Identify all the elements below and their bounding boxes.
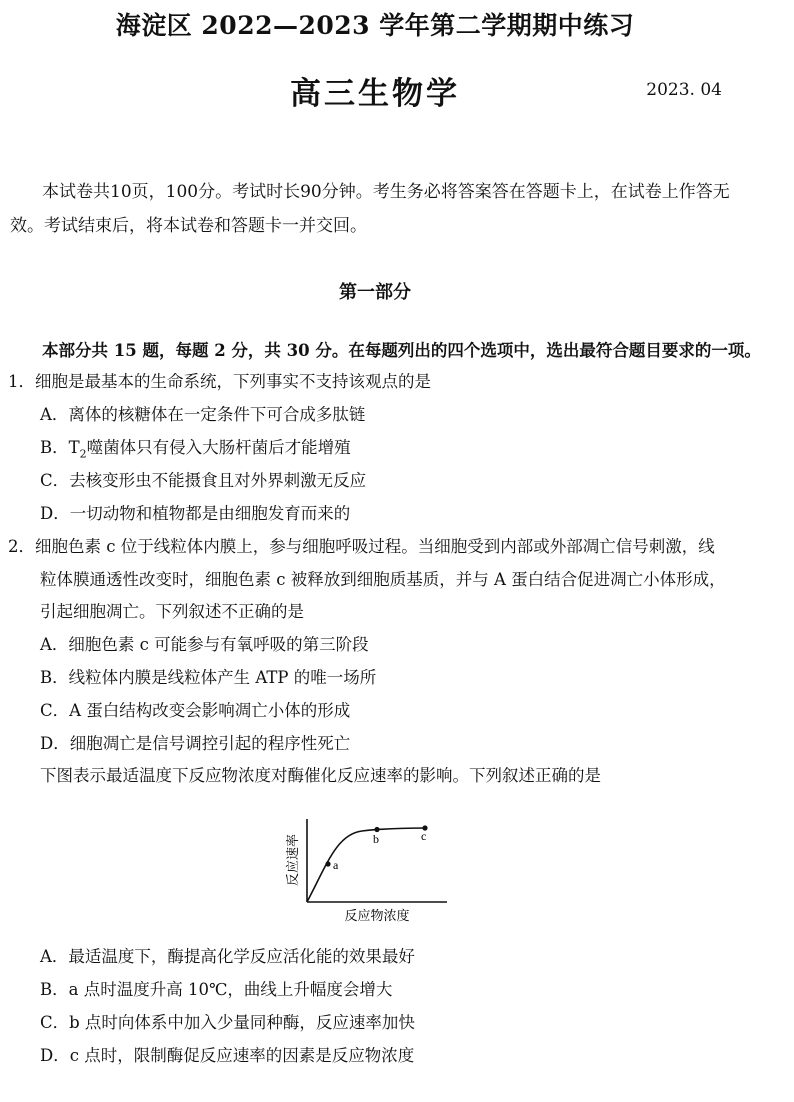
question-1-option-c: C．去核变形虫不能摄食且对外界刺激无反应	[40, 471, 367, 490]
question-2-stem-line-2: 粒体膜通透性改变时，细胞色素 c 被释放到细胞质基质，并与 A 蛋白结合促进凋亡小体形成，	[40, 570, 726, 589]
question-3-stem: 下图表示最适温度下反应物浓度对酶催化反应速率的影响。下列叙述正确的是	[40, 766, 601, 785]
question-2-option-a: A．细胞色素 c 可能参与有氧呼吸的第三阶段	[40, 635, 369, 654]
enzyme-rate-figure	[282, 814, 452, 924]
question-3-option-d: D．c 点时，限制酶促反应速率的因素是反应物浓度	[40, 1046, 415, 1065]
question-3-option-c: C．b 点时向体系中加入少量同种酶，反应速率加快	[40, 1013, 415, 1032]
question-1-option-d: D．一切动物和植物都是由细胞发育而来的	[40, 504, 351, 523]
question-1-stem: 1．细胞是最基本的生命系统，下列事实不支持该观点的是	[8, 372, 431, 391]
instructions-line-2: 效。考试结束后，将本试卷和答题卡一并交回。	[10, 216, 367, 236]
exam-date: 2023. 04	[646, 80, 722, 100]
point-a-marker	[325, 861, 330, 866]
question-3-option-a: A．最适温度下，酶提高化学反应活化能的效果最好	[40, 947, 415, 966]
question-2-stem-line-3: 引起细胞凋亡。下列叙述不正确的是	[40, 602, 304, 621]
point-c-label: c	[421, 829, 427, 843]
figure-x-label: 反应物浓度	[344, 909, 410, 924]
instructions-line-1: 本试卷共10页，100分。考试时长90分钟。考生务必将答案答在答题卡上，在试卷上作答无	[42, 182, 730, 202]
question-2-option-b: B．线粒体内膜是线粒体产生 ATP 的唯一场所	[40, 668, 377, 687]
point-b-label: b	[373, 832, 379, 846]
figure-y-label: 反应速率	[286, 833, 301, 887]
exam-subject-title: 高三生物学	[290, 76, 460, 112]
section-intro: 本部分共 15 题，每题 2 分，共 30 分。在每题列出的四个选项中，选出最符合题目要求的一项。	[42, 341, 761, 360]
question-1-option-b: B．$T_2$噬菌体只有侵入大肠杆菌后才能增殖	[40, 438, 351, 461]
question-1-option-a: A．离体的核糖体在一定条件下可合成多肽链	[40, 405, 366, 424]
section-title: 第一部分	[339, 282, 411, 303]
point-a-label: a	[333, 858, 339, 872]
question-3-option-b: B．a 点时温度升高 10℃，曲线上升幅度会增大	[40, 980, 393, 999]
question-2-option-c: C．A 蛋白结构改变会影响凋亡小体的形成	[40, 701, 351, 720]
question-2-option-d: D．细胞凋亡是信号调控引起的程序性死亡	[40, 734, 351, 753]
exam-header-title: 海淀区 2022—2023 学年第二学期期中练习	[115, 11, 635, 40]
question-2-stem-line-1: 2．细胞色素 c 位于线粒体内膜上，参与细胞呼吸过程。当细胞受到内部或外部凋亡信号刺激，线	[8, 537, 715, 556]
rate-curve	[307, 828, 427, 902]
